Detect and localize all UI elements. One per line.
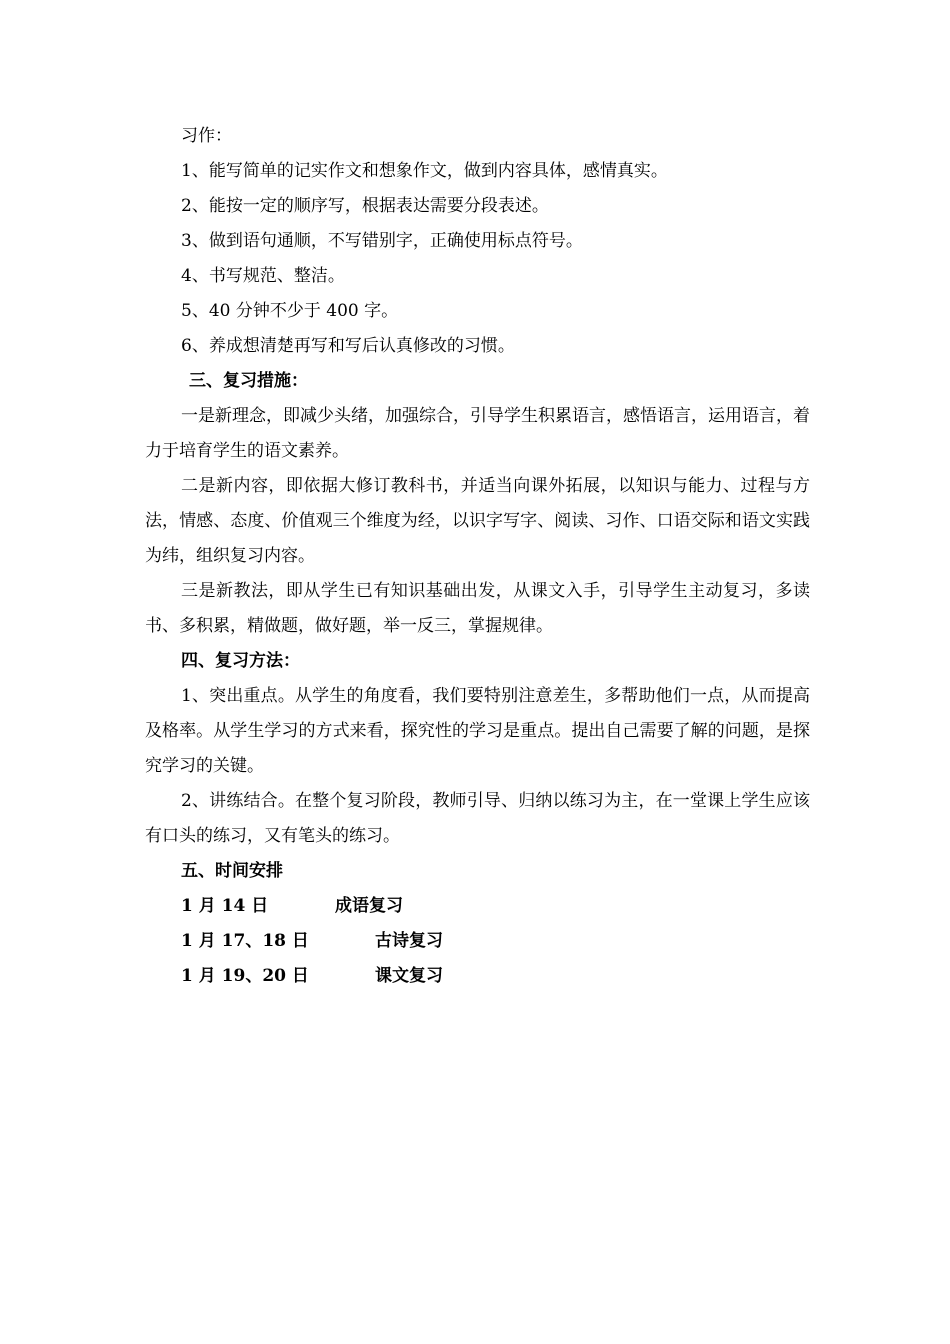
- schedule-date: 1 月 19、20 日: [181, 966, 309, 986]
- writing-item: 4、书写规范、整洁。: [181, 266, 345, 286]
- measures-paragraph: 二是新内容，即依据大修订教科书，并适当向课外拓展，以知识与能力、过程与方法，情感、态度、价值观三个维度为经，以识字写字、阅读、习作、口语交际和语文实践为纬，组织复习内容。: [145, 476, 810, 566]
- schedule-date: 1 月 14 日: [181, 896, 269, 916]
- methods-paragraph: 2、讲练结合。在整个复习阶段，教师引导、归纳以练习为主，在一堂课上学生应该有口头的练习，又有笔头的练习。: [145, 791, 810, 846]
- writing-item: 3、做到语句通顺，不写错别字，正确使用标点符号。: [181, 231, 583, 251]
- schedule-date: 1 月 17、18 日: [181, 931, 309, 951]
- writing-title: 习作：: [181, 126, 232, 146]
- schedule-task: 课文复习: [375, 966, 443, 986]
- measures-paragraph: 三是新教法，即从学生已有知识基础出发，从课文入手，引导学生主动复习，多读书、多积累，精做题，做好题，举一反三，掌握规律。: [145, 581, 810, 636]
- writing-item: 5、40 分钟不少于 400 字。: [181, 301, 399, 321]
- methods-heading: 四、复习方法：: [181, 651, 300, 671]
- schedule-row: [145, 924, 810, 959]
- schedule-task: 成语复习: [335, 896, 403, 916]
- measures-paragraph: 一是新理念，即减少头绪，加强综合，引导学生积累语言，感悟语言，运用语言，着力于培育学生的语文素养。: [145, 406, 810, 461]
- document-content: [145, 119, 810, 994]
- methods-paragraph: 1、突出重点。从学生的角度看，我们要特别注意差生，多帮助他们一点，从而提高及格率。从学生学习的方式来看，探究性的学习是重点。提出自己需要了解的问题，是探究学习的关键。: [145, 686, 810, 776]
- schedule-row: [145, 889, 810, 924]
- schedule-task: 古诗复习: [375, 931, 443, 951]
- schedule-row: [145, 959, 810, 994]
- writing-item: 1、能写简单的记实作文和想象作文，做到内容具体，感情真实。: [181, 161, 668, 181]
- writing-item: 2、能按一定的顺序写，根据表达需要分段表述。: [181, 196, 549, 216]
- measures-heading: 三、复习措施：: [189, 371, 308, 391]
- schedule-heading: 五、时间安排: [181, 861, 283, 881]
- writing-item: 6、养成想清楚再写和写后认真修改的习惯。: [181, 336, 515, 356]
